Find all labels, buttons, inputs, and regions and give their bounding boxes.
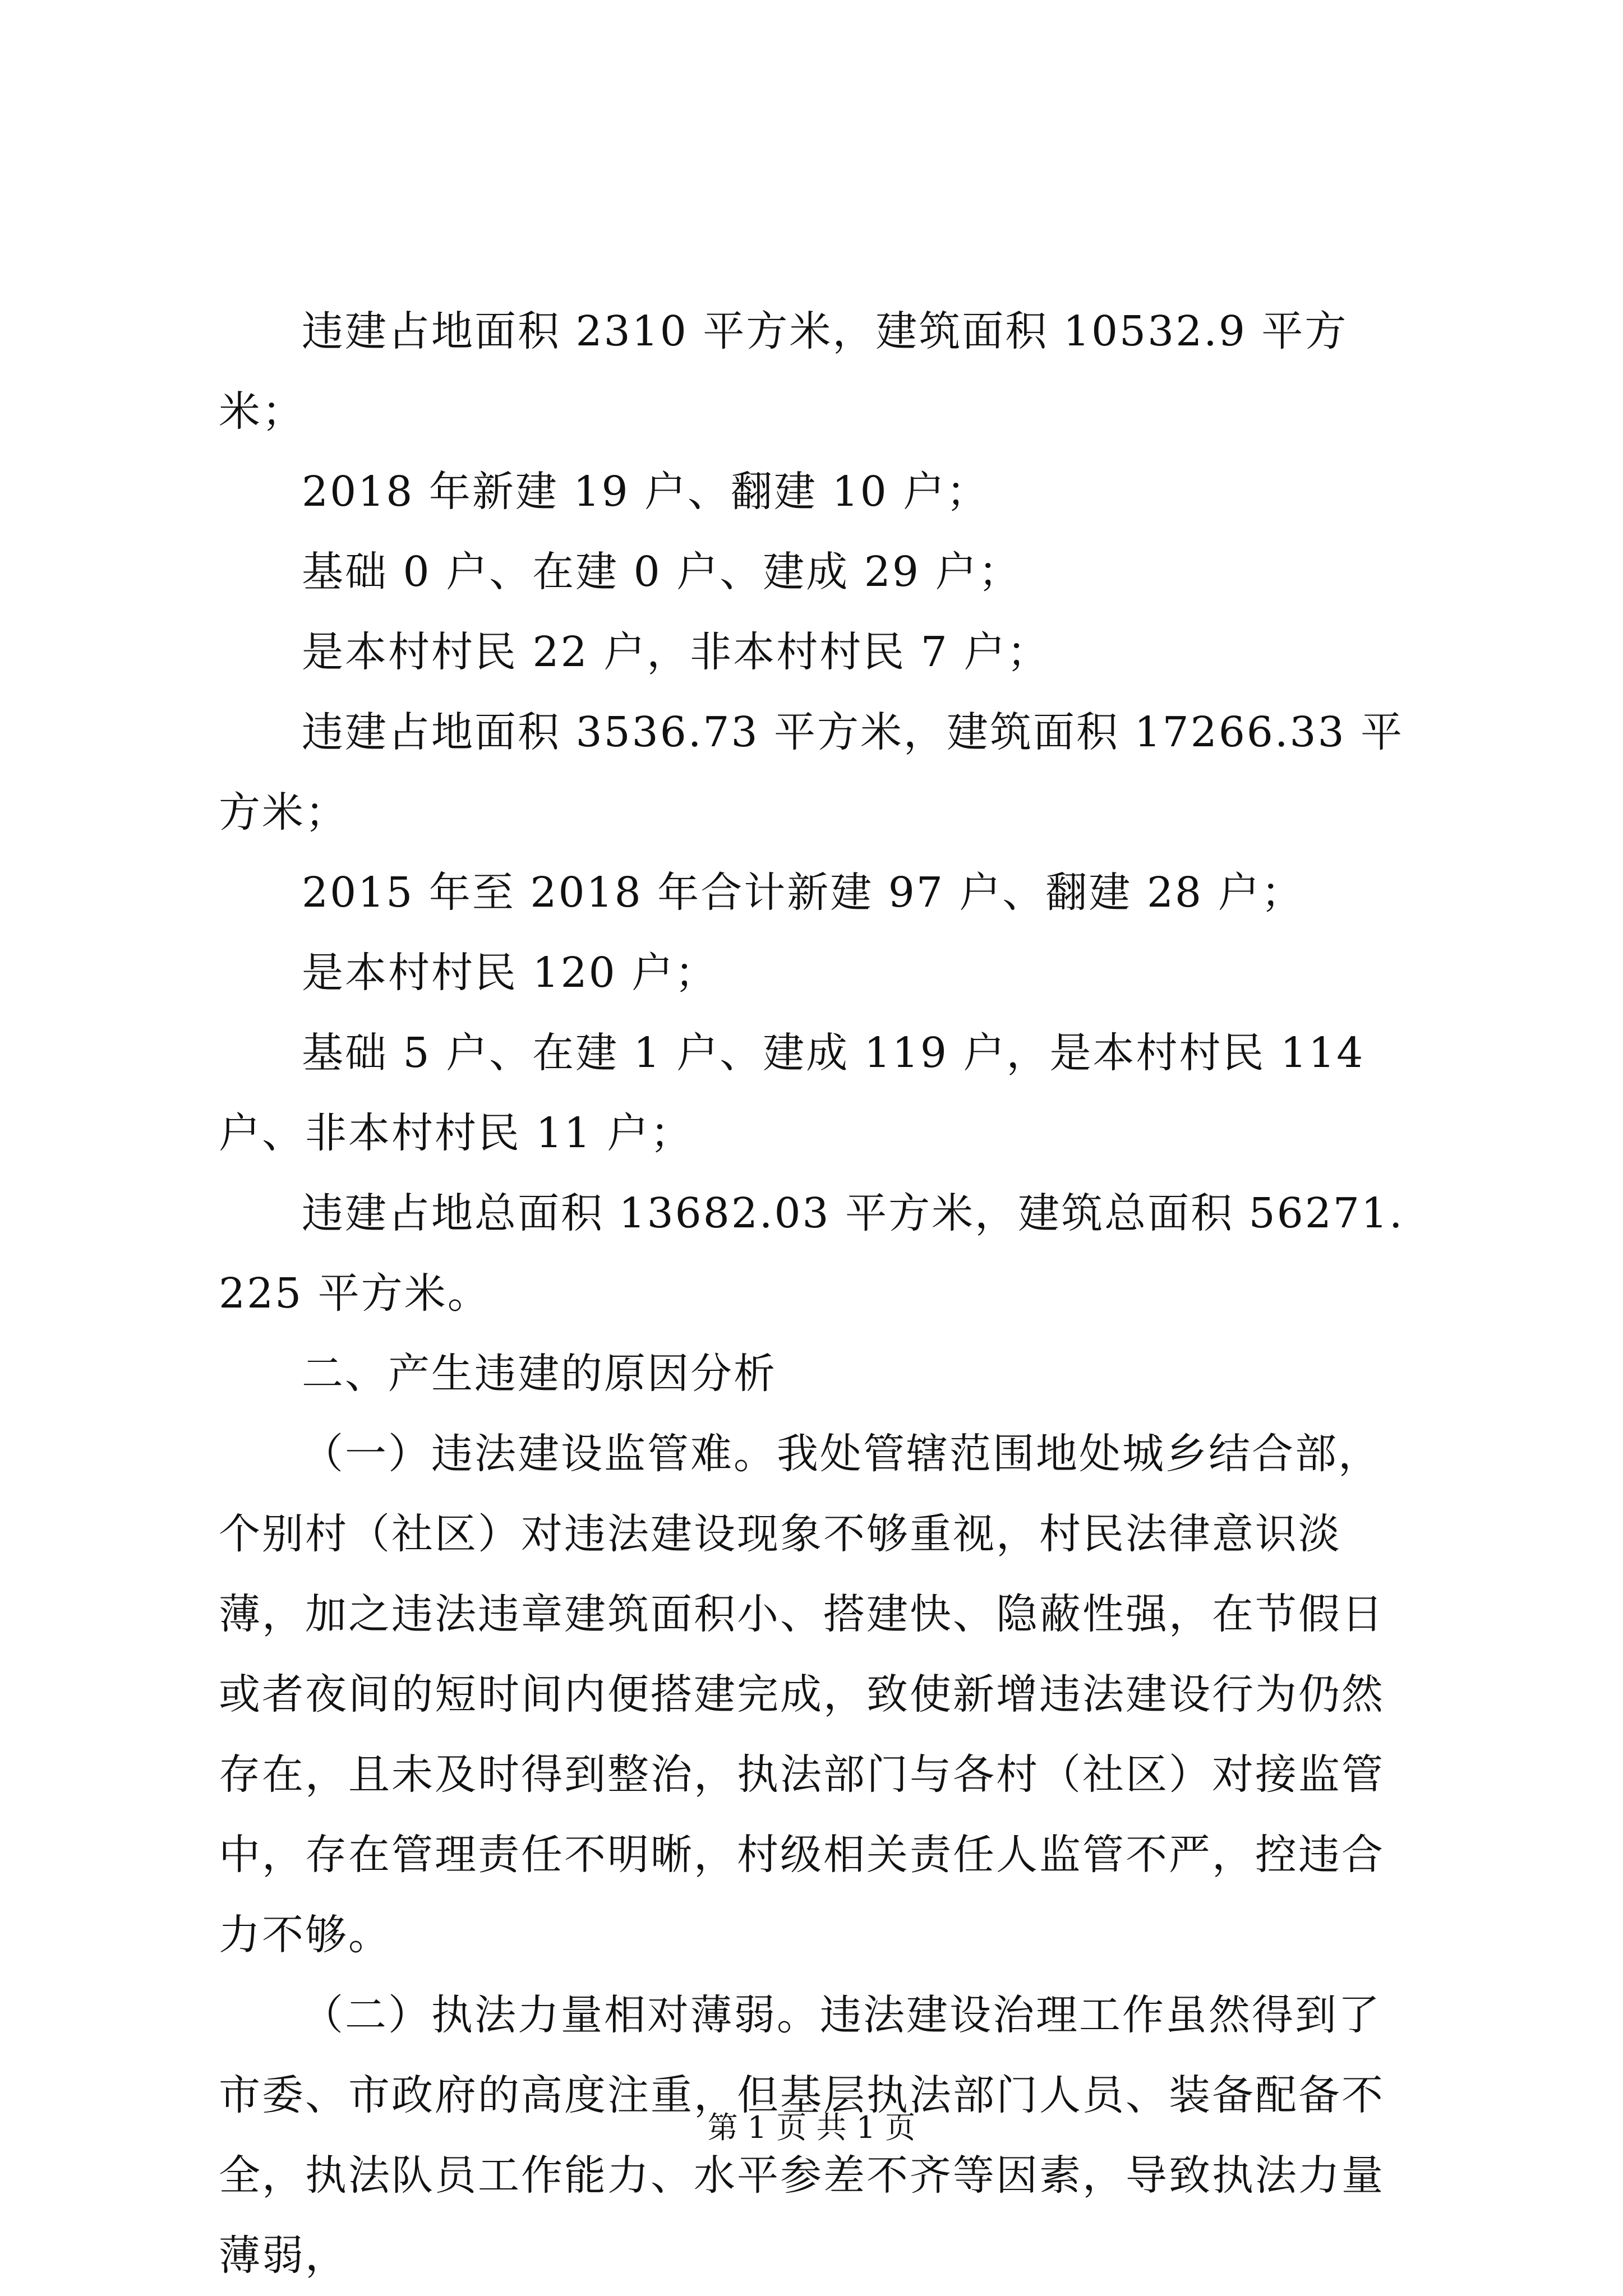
section-heading: 二、产生违建的原因分析 bbox=[302, 1350, 777, 1398]
paragraph: （二）执法力量相对薄弱。违法建设治理工作虽然得到了市委、市政府的高度注重，但基层执法部门人员、装备配备不全，执法队员工作能力、水平参差不齐等因素，导致执法力量薄弱， bbox=[219, 1991, 1385, 2280]
paragraph: （一）违法建设监管难。我处管辖范围地处城乡结合部，个别村（社区）对违法建设现象不够重视，村民法律意识淡薄，加之违法违章建筑面积小、搭建快、隐蔽性强，在节假日或者夜间的短时间内便搭建完成，致使新增违法建设行为仍然存在，且未及时得到整治，执法部门与各村（社区）对接监管中，存在管理责任不明晰，村级相关责任人监管不严，控违合力不够。 bbox=[219, 1430, 1385, 1959]
document-body bbox=[219, 292, 1408, 2296]
paragraph: 基础 0 户、在建 0 户、建成 29 户； bbox=[302, 548, 1022, 596]
paragraph: 2018 年新建 19 户、翻建 10 户； bbox=[302, 468, 990, 516]
page-footer: 第 1 页 共 1 页 bbox=[707, 2110, 916, 2145]
paragraph: 违建占地面积 2310 平方米，建筑面积 10532.9 平方米； bbox=[219, 307, 1348, 436]
paragraph: 是本村村民 22 户，非本村村民 7 户； bbox=[302, 628, 1050, 676]
paragraph: 违建占地总面积 13682.03 平方米，建筑总面积 56271.225 平方米。 bbox=[219, 1189, 1404, 1318]
paragraph: 基础 5 户、在建 1 户、建成 119 户，是本村村民 114 户、非本村村民 11 户； bbox=[219, 1029, 1365, 1157]
paragraph: 违建占地面积 3536.73 平方米，建筑面积 17266.33 平方米； bbox=[219, 708, 1404, 837]
paragraph: 2015 年至 2018 年合计新建 97 户、翻建 28 户； bbox=[302, 868, 1304, 917]
paragraph: 是本村村民 120 户； bbox=[302, 949, 718, 997]
